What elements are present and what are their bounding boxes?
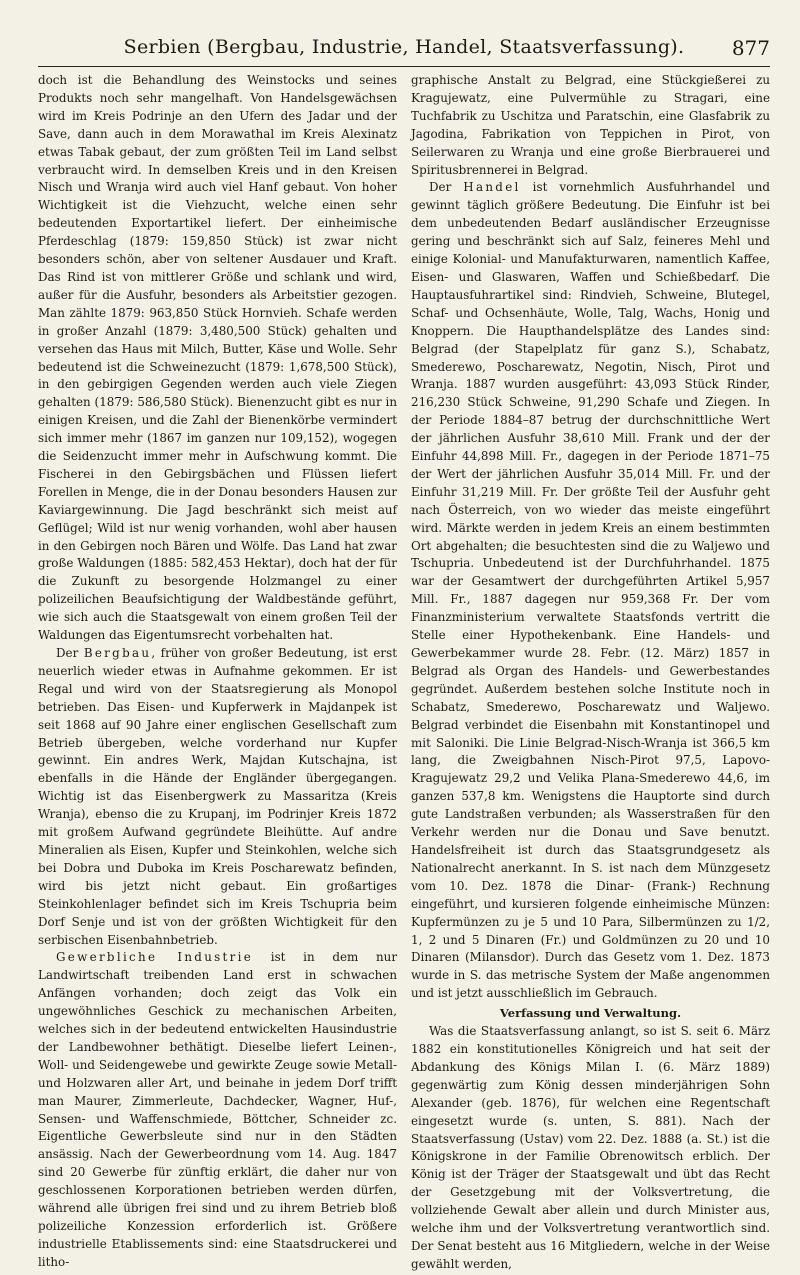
paragraph-viehzucht: doch ist die Behandlung des Weinstocks und seines Produkts noch sehr mangelhaft. Von Handelsgewächsen wird im Kreis Podrinje an den Ufern des Jadar und der Save, dann auch in dem Morawathal im Kreis Alexinatz etwas Tabak gebaut, der zum größten Teil im Land selbst verbraucht wird. In demselben Kreis und in den Kreisen Nisch und Wranja wird auch viel Hanf gebaut. Von hoher Wichtigkeit ist die Viehzucht, welche einen sehr bedeutenden Exportartikel liefert. Der einheimische Pferdeschlag (1879: 159,850 Stück) ist zwar nicht besonders schön, aber von seltener Ausdauer und Kraft. Das Rind ist von mittlerer Größe und schlank und wird, außer für die Ausfuhr, besonders als Arbeitstier gezogen. Man zählte 1879: 963,850 Stück Hornvieh. Schafe werden in großer Anzahl (1879: 3,480,500 Stück) gehalten und versehen das Haus mit Milch, Butter, Käse und Wolle. Sehr bedeutend ist die Schweinezucht (1879: 1,678,500 Stück), in den gebirgigen Gegenden werden auch viele Ziegen gehalten (1879: 586,580 Stück). Bienenzucht gibt es nur in einigen Kreisen, und die Zahl der Bienenkörbe vermindert sich immer mehr (1867 im ganzen nur 109,152), wogegen die Seidenzucht immer mehr in Aufschwung kommt. Die Fischerei in den Gebirgsbächen und Flüssen liefert Forellen in Menge, die in der Donau besonders Hausen zur Kaviargewinnung. Die Jagd beschränkt sich meist auf Geflügel; Wild ist nur wenig vorhanden, wohl aber hausen in den Gebirgen noch Bären und Wölfe. Das Land hat zwar große Waldungen (1885: 582,453 Hektar), doch hat der für die Zukunft zu besorgende Holzmangel zu einer polizeilichen Beaufsichtigung der Waldbestände geführt, wie sich auch die Staatsgewalt von einem großen Teil der Waldungen das Eigentumsrecht vorbehalten hat. (38, 73, 397, 643)
paragraph-lead-word: Der (56, 646, 79, 660)
section-heading-verfassung: Verfassung und Verwaltung. (499, 1006, 682, 1021)
paragraph-industrie-continued: graphische Anstalt zu Belgrad, eine Stückgießerei zu Kragujewatz, eine Pulvermühle zu Stragari, eine Tuchfabrik zu Uschitza und Paratschin, eine Glasfabrik zu Jagodina, Fabrikation von Teppichen in Pirot, von Seilerwaren zu Wranja und eine große Bierbrauerei und Spiritusbrennerei in Belgrad. (411, 73, 770, 177)
paragraph-verfassung: Was die Staatsverfassung anlangt, so ist S. seit 6. März 1882 ein konstitutionelles Königreich und hat seit der Abdankung des Königs Milan I. (6. März 1889) gegenwärtig zum König dessen minderjährigen Sohn Alexander (geb. 1876), für welchen eine Regentschaft eingesetzt wurde (s. unten, S. 881). Nach der Staatsverfassung (Ustav) vom 22. Dez. 1888 (a. St.) ist die Königskrone in der Familie Obrenowitsch erblich. Der König ist der Träger der Staatsgewalt und übt das Recht der Gesetzgebung mit der Volksvertretung, die vollziehende Gewalt aber allein und durch Minister aus, welche ihm und der Volksvertretung verantwortlich sind. Der Senat besteht aus 16 Mitgliedern, welche in der Weise gewählt werden, (411, 1024, 770, 1271)
paragraph-handel (411, 179, 770, 1003)
keyword-gewerbliche-industrie: Gewerbliche Industrie (56, 950, 254, 965)
keyword-bergbau: Bergbau (83, 646, 152, 660)
page-number: 877 (731, 36, 770, 60)
keyword-handel: Handel (463, 180, 521, 195)
paragraph-body: ist in dem nur Landwirtschaft treibenden Land erst in schwachen Anfängen vorhanden; doch zeigt das Volk ein ungewöhnliches Geschick zu mechanischen Arbeiten, welches sich in der bedeutend entwickelten Hausindustrie der Landbewohner bethätigt. Dieselbe liefert Leinen-, Woll- und Seidengewebe und gewirkte Zeuge sowie Metall- und Holzwaren aller Art, und beinahe in jedem Dorf trifft man Maurer, Zimmerleute, Dachdecker, Wagner, Huf-, Sensen- und Waffenschmiede, Böttcher, Schneider zc. Eigentliche Gewerbsleute sind nur in den Städten ansässig. Nach der Gewerbeordnung vom 14. Aug. 1847 sind 20 Gewerbe für zünftig erklärt, die daher nur von geschlossenen Korporationen betrieben werden dürfen, während alle übrigen frei sind und zu ihrem Betrieb bloß polizeiliche Konzession erforderlich ist. Größere industrielle Etablissements sind: eine Staatsdruckerei und litho- (38, 950, 397, 1269)
page-header (38, 36, 770, 62)
paragraph-industrie (38, 949, 397, 1271)
running-header-title: Serbien (Bergbau, Industrie, Handel, Staatsverfassung). (123, 36, 685, 58)
right-column (411, 72, 770, 1274)
header-rule (38, 66, 770, 67)
paragraph-bergbau (38, 645, 397, 949)
paragraph-lead-word: Der (429, 180, 452, 195)
paragraph-body: ist vornehmlich Ausfuhrhandel und gewinnt täglich größere Bedeutung. Die Einfuhr ist bei dem unbedeutenden Bedarf ausländischer Erzeugnisse gering und beschränkt sich auf Salz, feineres Mehl und einige Kolonial- und Manufakturwaren, namentlich Kaffee, Eisen- und Glaswaren, Waffen und Schießbedarf. Die Hauptausfuhrartikel sind: Rindvieh, Schweine, Blutegel, Schaf- und Ochsenhäute, Wolle, Talg, Wachs, Honig und Knoppern. Die Haupthandelsplätze des Landes sind: Belgrad (der Stapelplatz für ganz S.), Schabatz, Smederewo, Poscharewatz, Negotin, Nisch, Pirot und Wranja. 1887 wurden ausgeführt: 43,093 Stück Rinder, 216,230 Stück Schweine, 91,290 Schafe und Ziegen. In der Periode 1884–87 betrug der durchschnittliche Wert der jährlichen Ausfuhr 38,610 Mill. Frank und der der Einfuhr 44,898 Mill. Fr., dagegen in der Periode 1871–75 der Wert der jährlichen Ausfuhr 35,014 Mill. Fr. und der Einfuhr 31,219 Mill. Fr. Der größte Teil der Ausfuhr geht nach Österreich, von wo wieder das meiste eingeführt wird. Märkte werden in jedem Kreis an einem bestimmten Ort abgehalten; die besuchtesten sind die zu Waljewo und Tschupria. Unbedeutend ist der Durchfuhrhandel. 1875 war der Gesamtwert der durchgeführten Artikel 5,957 Mill. Fr., 1887 dagegen nur 959,368 Fr. Der vom Finanzministerium verwaltete Staatsfonds vertritt die Stelle einer Hypothekenbank. Eine Handels- und Gewerbekammer wurde 28. Febr. (12. März) 1857 in Belgrad als Organ des Handels- und Gewerbestandes gegründet. Außerdem bestehen solche Institute noch in Schabatz, Smederewo, Poscharewatz und Waljewo. Belgrad verbindet die Eisenbahn mit Konstantinopel und mit Saloniki. Die Linie Belgrad-Nisch-Wranja ist 366,5 km lang, die Zweigbahnen Nisch-Pirot 97,5, Lapovo-Kragujewatz 29,2 und Velika Plana-Smederewo 44,6, im ganzen 537,8 km. Wenigstens die Hauptorte sind durch gute Landstraßen verbunden; als Wasserstraßen für den Verkehr werden nur die Donau und Save benutzt. Handelsfreiheit ist durch das Staatsgrundgesetz als Nationalrecht anerkannt. In S. ist nach dem Münzgesetz vom 10. Dez. 1878 die Dinar- (Frank-) Rechnung eingeführt, und kursieren folgende einheimische Münzen: Kupfermünzen zu je 5 und 10 Para, Silbermünzen zu 1/2, 1, 2 und 5 Dinaren (Fr.) und Goldmünzen zu 20 und 10 Dinaren (Milansdor). Durch das Gesetz vom 1. Dez. 1873 wurde in S. das metrische System der Maße angenommen und ist jetzt ausschließlich im Gebrauch. (411, 180, 771, 1001)
left-column (38, 72, 397, 1272)
paragraph-body: , früher von großer Bedeutung, ist erst neuerlich wieder etwas in Aufnahme gekommen. Er ist Regal und wird von der Staatsregierung als Monopol betrieben. Das Eisen- und Kupferwerk in Majdanpek ist seit 1868 auf 90 Jahre einer englischen Gesellschaft zum Betrieb übergeben, welche vorderhand nur Kupfer gewinnt. Ein andres Werk, Majdan Kutschajna, ist ebenfalls in die Hände der Engländer übergegangen. Wichtig ist das Eisenbergwerk zu Massaritza (Kreis Wranja), ebenso die zu Krupanj, im Podrinjer Kreis 1872 mit großem Aufwand gegründete Bleihütte. Auf andre Mineralien als Eisen, Kupfer und Steinkohlen, welche sich bei Dobra und Duboka im Kreis Poscharewatz befinden, wird bis jetzt nicht gebaut. Ein großartiges Steinkohlenlager befindet sich im Kreis Tschupria beim Dorf Senje und ist von der größten Wichtigkeit für den serbischen Eisenbahnbetrieb. (38, 646, 397, 947)
